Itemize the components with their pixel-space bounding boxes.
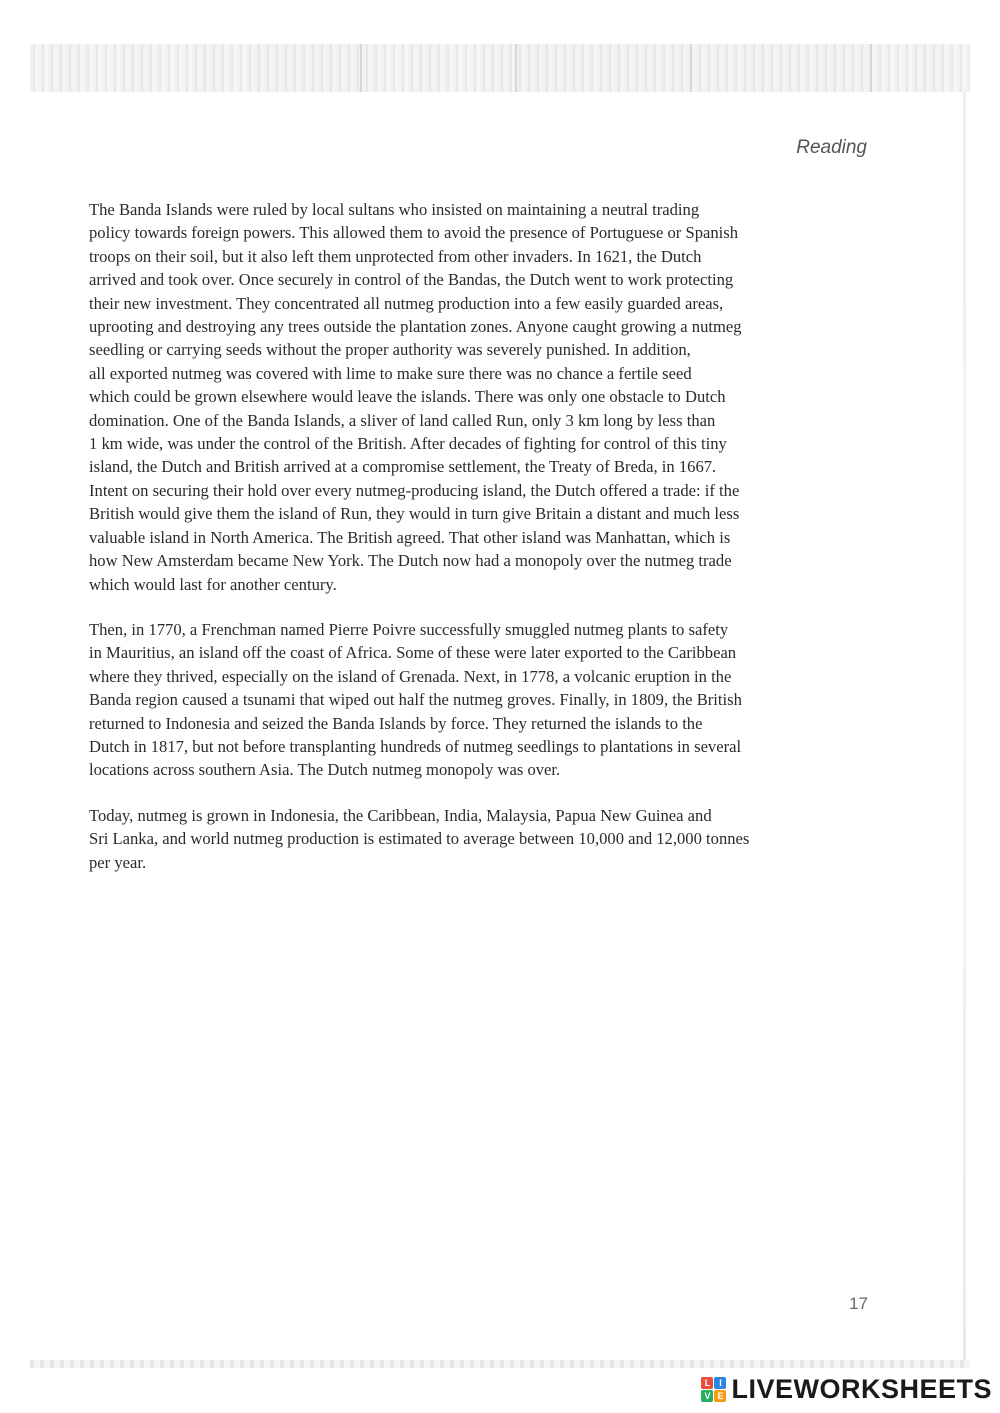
article-body [89,198,875,896]
text-line: where they thrived, especially on the island of Grenada. Next, in 1778, a volcanic eruption in the [89,666,732,686]
liveworksheets-logo-icon [701,1377,727,1403]
scan-bottom-band [30,1360,970,1368]
text-line: troops on their soil, but it also left them unprotected from other invaders. In 1621, the Dutch [89,246,702,266]
text-line: Dutch in 1817, but not before transplanting hundreds of nutmeg seedlings to plantations in several [89,736,742,756]
text-line: uprooting and destroying any trees outside the plantation zones. Anyone caught growing a nutmeg [89,317,742,337]
text-line: Intent on securing their hold over every nutmeg-producing island, the Dutch offered a trade: if the [89,480,740,500]
text-line: Banda region caused a tsunami that wiped out half the nutmeg groves. Finally, in 1809, the British [89,690,742,710]
logo-letter: E [714,1390,726,1402]
paragraph-3 [89,804,875,874]
section-label: Reading [796,137,867,158]
text-line: all exported nutmeg was covered with lime to make sure there was no chance a fertile seed [89,363,692,383]
text-line: which could be grown elsewhere would leave the islands. There was only one obstacle to Dutch [89,387,726,407]
logo-letter: V [701,1390,713,1402]
paragraph-2 [89,618,875,782]
scan-right-edge [963,92,966,1360]
text-line: Today, nutmeg is grown in Indonesia, the Caribbean, India, Malaysia, Papua New Guinea and [89,805,712,825]
text-line: The Banda Islands were ruled by local sultans who insisted on maintaining a neutral trading [89,200,700,219]
liveworksheets-watermark[interactable] [701,1374,992,1405]
scan-top-band [30,44,970,92]
text-line: 1 km wide, was under the control of the British. After decades of fighting for control of this tiny [89,434,727,454]
paragraph-1 [89,198,875,596]
text-line: their new investment. They concentrated all nutmeg production into a few easily guarded areas, [89,293,724,313]
logo-letter: I [714,1377,726,1389]
page-number: 17 [849,1294,868,1313]
text-line: Sri Lanka, and world nutmeg production is estimated to average between 10,000 and 12,000 tonnes [89,829,750,849]
text-line: how New Amsterdam became New York. The Dutch now had a monopoly over the nutmeg trade [89,551,732,571]
text-line: British would give them the island of Run, they would in turn give Britain a distant and much less [89,504,740,524]
text-line: in Mauritius, an island off the coast of Africa. Some of these were later exported to the Caribbean [89,643,737,663]
text-line: which would last for another century. [89,574,337,594]
text-line: returned to Indonesia and seized the Banda Islands by force. They returned the islands to the [89,713,703,733]
watermark-text: LIVEWORKSHEETS [731,1374,992,1404]
text-line: domination. One of the Banda Islands, a sliver of land called Run, only 3 km long by less than [89,410,716,430]
text-line: seedling or carrying seeds without the proper authority was severely punished. In addition, [89,340,691,360]
text-line: policy towards foreign powers. This allowed them to avoid the presence of Portuguese or Spanish [89,223,739,243]
text-line: arrived and took over. Once securely in control of the Bandas, the Dutch went to work protecting [89,270,734,290]
text-line: per year. [89,852,147,872]
text-line: locations across southern Asia. The Dutch nutmeg monopoly was over. [89,760,561,780]
text-line: valuable island in North America. The British agreed. That other island was Manhattan, which is [89,527,731,547]
text-line: island, the Dutch and British arrived at a compromise settlement, the Treaty of Breda, in 1667. [89,457,717,477]
text-line: Then, in 1770, a Frenchman named Pierre Poivre successfully smuggled nutmeg plants to safety [89,619,729,639]
logo-letter: L [701,1377,713,1389]
